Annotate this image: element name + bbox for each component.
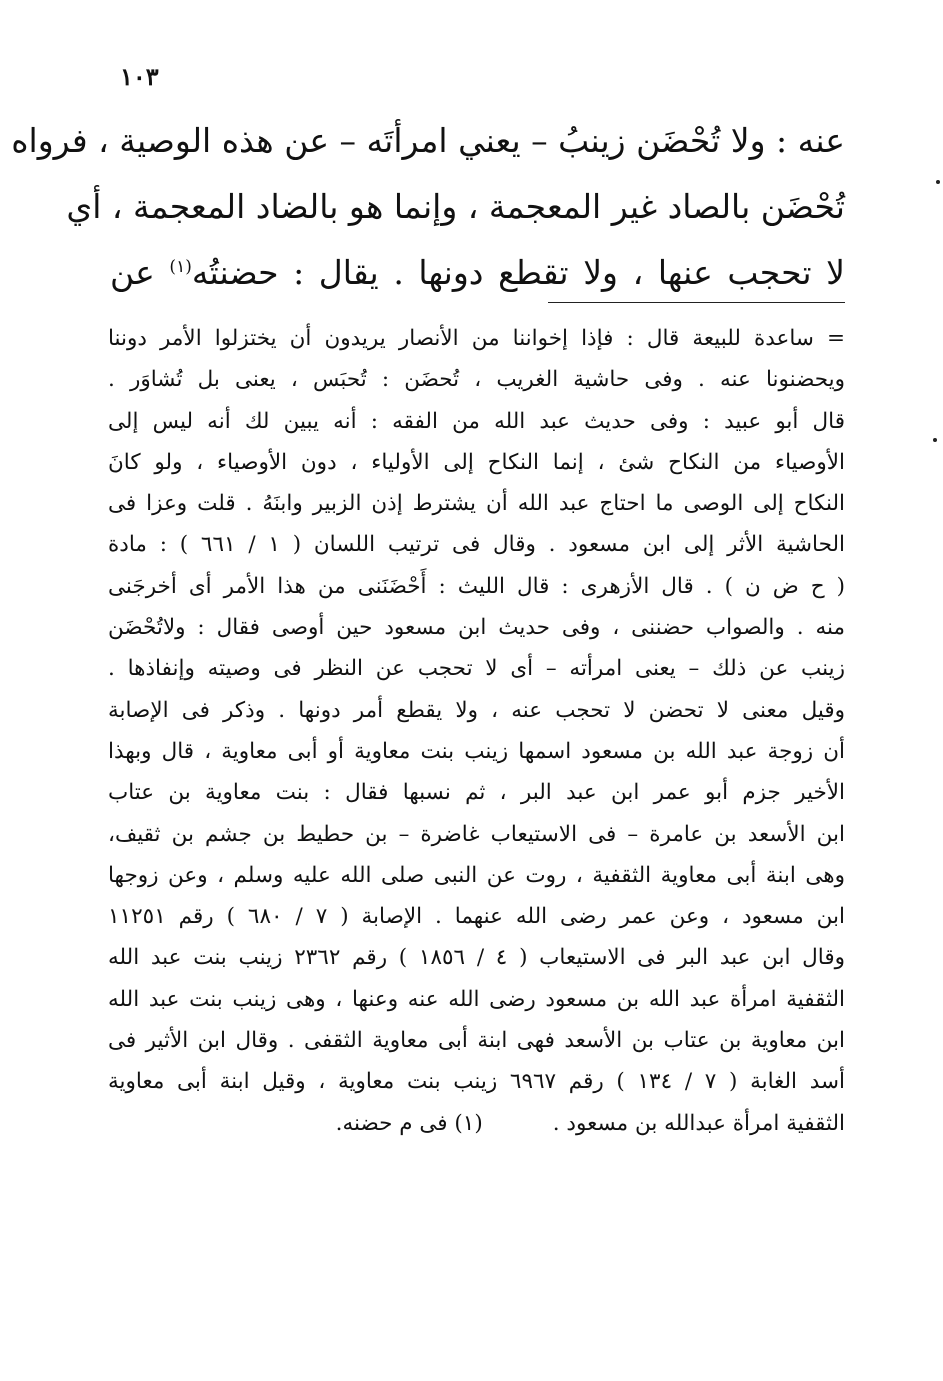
footnote-line: ابن مسعود ، وعن عمر رضى الله عنهما . الإصابة ( ٧ / ٦٨٠ ) رقم ١١٢٥١ — [108, 904, 845, 930]
margin-mark — [933, 438, 937, 442]
footnote-line: الأخير جزم أبو عمر ابن عبد البر ، ثم نسبها فقال : بنت معاوية بن عتاب — [108, 780, 845, 806]
footnote-line: منه . والصواب حضننى ، وفى حديث ابن مسعود حين أوصى فقال : ولاتُحْضَن — [108, 615, 845, 641]
page-number: ١٠٣ — [120, 62, 159, 91]
footnote-line: زينب عن ذلك – يعنى امرأته – أى لا تحجب عن النظر فى وصيته وإنفاذها . — [108, 656, 845, 682]
footnotes-block — [108, 318, 845, 1144]
footnote-line: ابن معاوية بن عتاب بن الأسعد فهى ابنة أبى معاوية الثقفى . وقال ابن الأثير فى — [108, 1028, 845, 1054]
footnote-line: أن زوجة عبد الله بن مسعود اسمها زينب بنت معاوية أو أبى معاوية ، قال وبهذا — [108, 738, 845, 764]
footnote-line: الأوصياء من النكاح شئ ، إنما النكاح إلى الأولياء ، دون الأوصياء ، ولو كانَ — [108, 449, 845, 475]
main-text-segment: عن — [110, 253, 155, 292]
main-text-line — [110, 240, 845, 306]
margin-mark — [936, 180, 940, 184]
main-text-line: تُحْضَن بالصاد غير المعجمة ، وإنما هو بالضاد المعجمة ، أي — [66, 187, 845, 226]
footnote-line: وقال ابن عبد البر فى الاستيعاب ( ٤ / ١٨٥٦ ) رقم ٢٣٦٢ زينب بنت عبد الله — [108, 945, 845, 971]
footnote-line: وهى ابنة أبى معاوية الثقفية ، روت عن النبى صلى الله عليه وسلم ، وعن زوجها — [108, 862, 845, 888]
footnote-line-text: الثقفية امرأة عبدالله بن مسعود . — [552, 1110, 845, 1136]
main-text-segment: لا تحجب عنها ، ولا تقطع دونها . يقال : حضنتُه — [191, 253, 845, 292]
footnote-line: قال أبو عبيد : وفى حديث عبد الله من الفقه : أنه يبين لك أنه ليس إلى — [108, 408, 845, 434]
footnote-1: (١) فى م حضنه. — [335, 1110, 483, 1136]
footnote-line: = ساعدة للبيعة قال : فإذا إخواننا من الأنصار يريدون أن يختزلوا الأمر دوننا — [108, 326, 845, 351]
footnote-line — [108, 1103, 845, 1144]
footnote-line: وقيل معنى لا تحضن لا تحجب عنه ، ولا يقطع أمر دونها . وذكر فى الإصابة — [108, 697, 845, 723]
footnote-line: أسد الغابة ( ٧ / ١٣٤ ) رقم ٦٩٦٧ زينب بنت معاوية ، وقيل ابنة أبى معاوية — [108, 1069, 845, 1095]
footnote-line: النكاح إلى الوصى ما احتاج عبد الله أن يشترط إذن الزبير وابنَهُ . قلت وعزا فى — [108, 491, 845, 517]
footnote-line: الحاشية الأثر إلى ابن مسعود . وقال فى ترتيب اللسان ( ١ / ٦٦١ ) : مادة — [108, 532, 845, 558]
footnote-reference: (١) — [169, 257, 192, 277]
footnote-line: ابن الأسعد بن عامرة – فى الاستيعاب غاضرة – بن حطيط بن جشم بن ثقيف، — [108, 821, 845, 847]
footnote-line: الثقفية امرأة عبد الله بن مسعود رضى الله عنه وعنها ، وهى زينب بنت عبد الله — [108, 986, 845, 1012]
footnote-line: ويحضنونا عنه . وفى حاشية الغريب ، تُحضَن : تُحبَس ، يعنى بل تُشاوَر . — [108, 367, 845, 393]
footnote-line: ( ح ض ن ) . قال الأزهرى : قال الليث : أَحْضَنَنى من هذا الأمر أى أخرجَنى — [108, 573, 845, 599]
main-text — [11, 108, 845, 306]
main-text-line: عنه : ولا تُحْضَن زينبُ – يعني امرأتَه – عن هذه الوصية ، فرواه — [11, 121, 845, 160]
footnote-separator — [548, 302, 845, 303]
